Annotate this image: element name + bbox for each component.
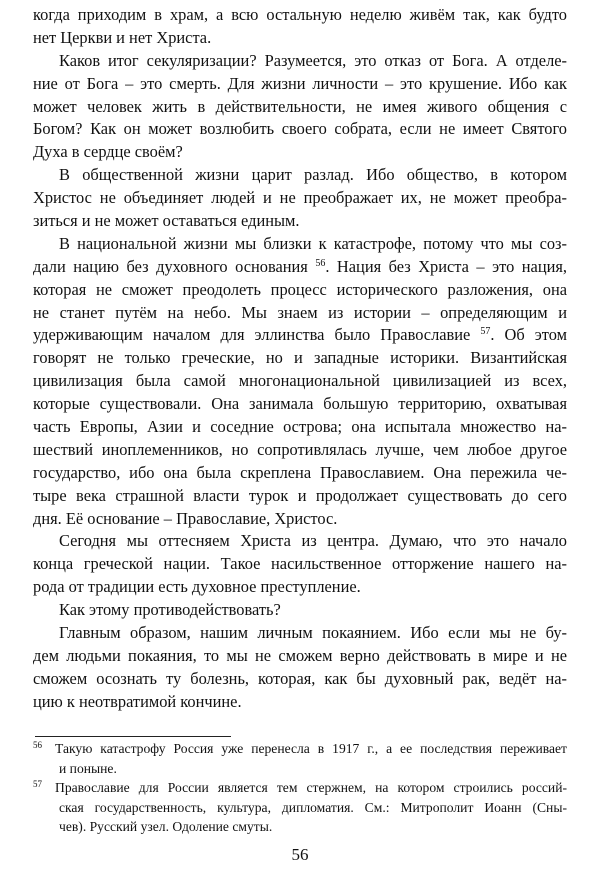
text-line: В общественной жизни царит разлад. Ибо общество, в котором bbox=[59, 165, 567, 185]
text-line: Каков итог секуляризации? Разумеется, это отказ от Бога. А отделе- bbox=[59, 50, 567, 70]
footnotes bbox=[33, 739, 567, 837]
text-line: Христос не объединяет людей и не преображает их, не может преобра- bbox=[33, 188, 567, 208]
text-segment: . Об этом bbox=[490, 325, 567, 345]
text-line: дня. Её основание – Православие, Христос. bbox=[33, 508, 338, 528]
footnote-ref-56[interactable]: 56 bbox=[315, 257, 326, 269]
footnote-56: 56 Такую катастрофу Россия уже перенесла в 1917 г., а ее последствия переживает bbox=[33, 740, 567, 756]
text-line: которая не сможет преодолеть процесс исторического разложения, она bbox=[33, 279, 567, 299]
text-line: государство, ибо она была скреплена Православием. Она пережила че- bbox=[33, 462, 567, 482]
text-line: рода от традиции есть духовное преступление. bbox=[33, 577, 361, 597]
text-line: нет Церкви и нет Христа. bbox=[33, 27, 212, 47]
footnote-57: 57 Православие для России является тем стержнем, на котором строились россий- bbox=[33, 779, 567, 795]
footnote-text: Православие для России является тем стержнем, на котором строились россий- bbox=[55, 780, 567, 795]
text-line: Духа в сердце своём? bbox=[33, 142, 183, 162]
footnote-divider bbox=[35, 736, 231, 737]
text-line: Как этому противодействовать? bbox=[59, 600, 281, 620]
text-line bbox=[33, 324, 567, 347]
text-line: говорят не только греческие, но и западные историки. Византийская bbox=[33, 348, 567, 368]
text-line: Главным образом, нашим личным покаянием. Ибо если мы не бу- bbox=[59, 623, 567, 643]
text-line: не станет путём на небо. Мы знаем из истории – определяющим и bbox=[33, 302, 567, 322]
main-text bbox=[33, 4, 567, 714]
text-segment: удерживающим началом для эллинства было Православие bbox=[33, 325, 471, 345]
text-line: зиться и не может оставаться единым. bbox=[33, 211, 300, 231]
text-line bbox=[33, 256, 567, 279]
text-line: цию к неотвратимой кончине. bbox=[33, 691, 242, 711]
page-number: 56 bbox=[291, 845, 309, 864]
text-line: шествий иноплеменников, но сопротивлялась лучше, чем любое другое bbox=[33, 439, 567, 459]
text-line: когда приходим в храм, а всю остальную неделю живём так, как будто bbox=[33, 5, 567, 24]
text-line: может человек жить в действительности, не имея живого общения с bbox=[33, 96, 567, 116]
text-line: дем людьми покаяния, то мы не сможем верно действовать в мире и не bbox=[33, 645, 567, 665]
footnote-line: и поныне. bbox=[59, 760, 117, 776]
text-segment: дали нацию без духовного основания bbox=[33, 256, 308, 276]
text-line: Богом? Как он может возлюбить своего собрата, если не имеет Святого bbox=[33, 119, 567, 139]
footnote-line: ская государственность, культура, дипломатия. См.: Митрополит Иоанн (Сны- bbox=[59, 799, 567, 815]
text-line: сможем осознать ту болезнь, которая, как бы духовный рак, ведёт на- bbox=[33, 668, 567, 688]
text-line: конца греческой нации. Такое насильственное отторжение нашего на- bbox=[33, 554, 567, 574]
text-line: тыре века страшной власти турок и продолжает существовать до сего bbox=[33, 485, 567, 505]
text-line: Сегодня мы оттесняем Христа из центра. Думаю, что это начало bbox=[59, 531, 567, 551]
text-line: часть Европы, Азии и соседние острова; она испытала множество на- bbox=[33, 417, 567, 437]
footnote-text: Такую катастрофу Россия уже перенесла в 1917 г., а ее последствия переживает bbox=[55, 741, 567, 756]
text-line: которые существовали. Она занимала большую территорию, охватывая bbox=[33, 394, 567, 414]
footnote-line: чев). Русский узел. Одоление смуты. bbox=[59, 819, 273, 834]
text-line: цивилизация была самой многонациональной цивилизацией из всех, bbox=[33, 371, 567, 391]
text-line: В национальной жизни мы близки к катастрофе, потому что мы соз- bbox=[59, 233, 567, 253]
text-line: ние от Бога – это смерть. Для жизни личности – это крушение. Ибо как bbox=[33, 73, 567, 93]
footnote-ref-57[interactable]: 57 bbox=[480, 326, 491, 338]
text-segment: . Нация без Христа – это нация, bbox=[325, 256, 567, 276]
